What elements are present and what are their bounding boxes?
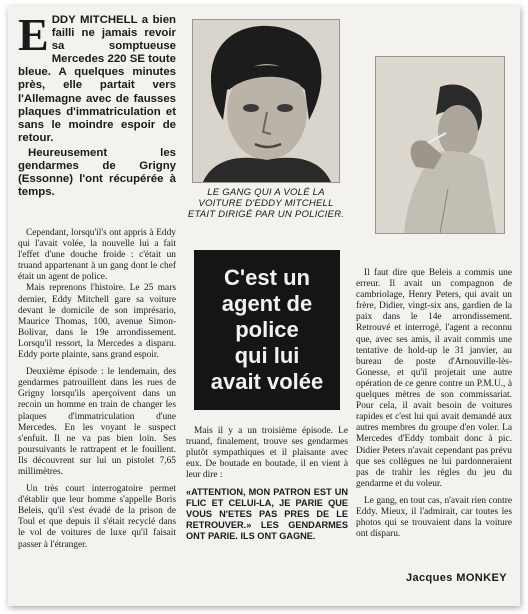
newspaper-clipping: [8, 6, 520, 606]
headline-line: police: [235, 317, 299, 342]
headline-line: qui lui: [234, 343, 300, 368]
eddy-mitchell-smoking-photo: [375, 56, 505, 234]
headline-line: agent de: [221, 291, 313, 316]
smoking-illustration: [376, 57, 504, 233]
article-lead: [18, 14, 176, 220]
paragraph: Mais il y a un troisième épisode. Le truand, finalement, trouve ses gendarmes plutôt sympathiques et il plaisante avec eux. De boutade en boutade, il en vient à leur dire :: [186, 426, 348, 481]
quote: «ATTENTION, MON PATRON EST UN FLIC ET CELUI-LA, JE PARIE QUE VOUS N'ETES PAS PRES DE LE RETROUVER.» LES GENDARMES ONT PARIE. ILS ONT GAGNE.: [186, 487, 348, 542]
paragraph: Cependant, lorsqu'il's ont appris à Eddy qui l'avait volée, la nouvelle lui a fait l'effet d'une douche froide : c'était un truand appartenant à un gang dont le chef était un agent de police.: [18, 228, 176, 283]
paragraph: Deuxième épisode : le lendemain, des gendarmes patrouillent dans les rues de Grigny lorsqu'ils aperçoivent dans un recoin un homme en train de changer les plaques d'immatriculation d'une Mercedes. En les voyant le suspect s'enfuit. Il ne va pas bien loin. Ses poursuivants le rattrapent et le fouillent. Ils découvrent sur lui un pistolet 7,65 millimètres.: [18, 367, 176, 477]
paragraph: Un très court interrogatoire permet d'établir que leur homme s'appelle Boris Beleis, qu'il s'est évadé de la prison de Toul et que depuis il s'était recyclé dans le vol de voitures de luxe qu'il faisait passer à l'étranger.: [18, 484, 176, 550]
paragraph: Mais reprenons l'histoire. Le 25 mars dernier, Eddy Mitchell gare sa voiture devant le domicile de son imprésario, Maurice Thomas, 100, avenue Simon-Bolivar, dans le 19e arrondissement. Lorsqu'il ressort, la Mercedes a disparu. Eddy porte plainte, sans grand espoir.: [18, 283, 176, 361]
headline-line: C'est un: [224, 265, 310, 290]
headline-box: [194, 250, 340, 410]
column-1-body: [18, 228, 176, 602]
paragraph: Le gang, en tout cas, n'avait rien contre Eddy. Mieux, il l'admirait, car toutes les photos qui se trouvaient dans la voiture ont disparu.: [356, 495, 512, 540]
eddy-mitchell-portrait-photo: [192, 19, 340, 183]
column-3-body: [356, 268, 512, 553]
column-2-body: [186, 426, 348, 558]
headline-line: avait volée: [210, 369, 324, 394]
lead-paragraph: DDY MITCHELL a bien failli ne jamais revoir sa somptueuse Mercedes 220 SE toute bleue. A quelques minutes près, elle partait vers l'Allemagne avec de fausses plaques d'immatriculation et sans le moindre espoir de retour.: [18, 14, 176, 144]
lead-paragraph-2: Heureusement les gendarmes de Grigny (Essonne) l'ont récupérée à temps.: [18, 146, 176, 199]
paragraph: Il faut dire que Beleis a commis une erreur. Il avait un compagnon de cambriolage, Henry Peters, qui avait un frère, Didier, vingt-six ans, gardien de la paix dans le 14e arrondissement. Retrouvé et interrogé, l'agent a reconnu que, avec ses amis, il avait commis une tentative de hold-up le 31 janvier, au bureau de poste d'Arnouville-lès-Gonesse, et qu'il projetait une autre opération de ce genre contre un P.M.U., à quelques mètres de son commissariat. Pour cela, il avait besoin de voitures rapides et c'est lui qui avait demandé aux autres membres du groupe d'en voler. La Mercedes d'Eddy tombait donc à pic. Didier Peters n'avait cependant pas prévu que ses collègues ne lui pardonneraient pas de trahir les règles du jeu du gendarme et du voleur.: [356, 268, 512, 489]
drop-cap: E: [18, 14, 49, 60]
photo-caption: LE GANG QUI A VOLÉ LA VOITURE D'EDDY MITCHELL ETAIT DIRIGÉ PAR UN POLICIER.: [187, 187, 345, 221]
portrait-illustration: [193, 20, 339, 182]
author-signature: Jacques MONKEY: [406, 572, 507, 584]
